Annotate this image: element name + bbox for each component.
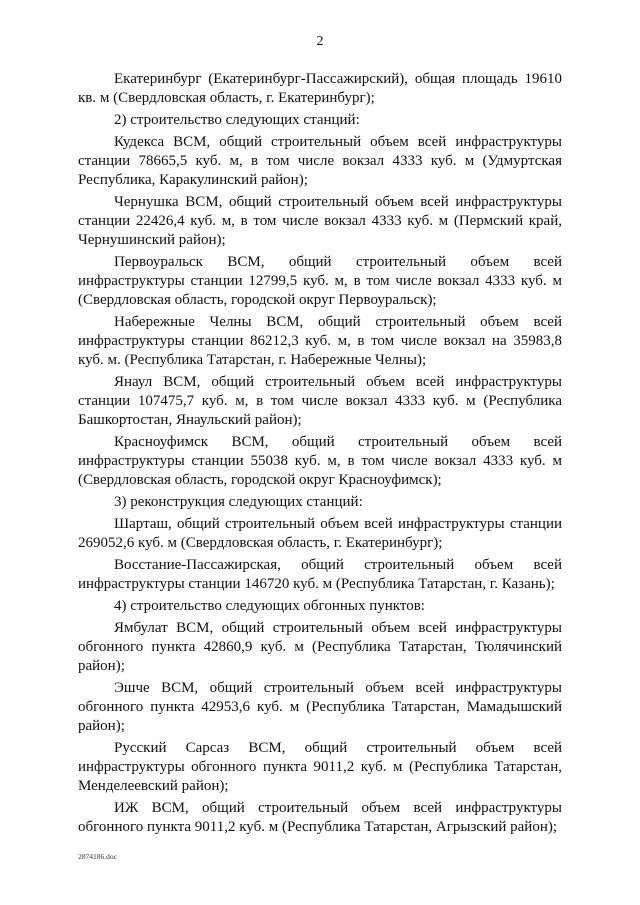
paragraph: Кудекса ВСМ, общий строительный объем всей инфраструктуры станции 78665,5 куб. м, в том числе вокзал 4333 куб. м (Удмуртская Республика, Каракулинский район); [78,134,562,188]
paragraph: Чернушка ВСМ, общий строительный объем всей инфраструктуры станции 22426,4 куб. м, в том числе вокзал 4333 куб. м (Пермский край, Чернушинский район); [78,194,562,248]
paragraph: Русский Сарсаз ВСМ, общий строительный объем всей инфраструктуры обгонного пункта 9011,2 куб. м (Республика Татарстан, Менделеевский район); [78,740,562,794]
paragraph: Янаул ВСМ, общий строительный объем всей инфраструктуры станции 107475,7 куб. м, в том числе вокзал 4333 куб. м (Республика Башкортостан, Янаульский район); [78,374,562,428]
footer-file-code: 2874186.doc [78,852,117,861]
section-heading: 2) строительство следующих станций: [114,112,360,128]
paragraph: Екатеринбург (Екатеринбург-Пассажирский), общая площадь 19610 кв. м (Свердловская область, г. Екатеринбург); [78,71,562,106]
paragraph: Ямбулат ВСМ, общий строительный объем всей инфраструктуры обгонного пункта 42860,9 куб. м (Республика Татарстан, Тюлячинский район); [78,620,562,674]
paragraph: Шарташ, общий строительный объем всей инфраструктуры станции 269052,6 куб. м (Свердловская область, г. Екатеринбург); [78,516,562,551]
paragraph: ИЖ ВСМ, общий строительный объем всей инфраструктуры обгонного пункта 9011,2 куб. м (Республика Татарстан, Агрызский район); [78,800,562,835]
paragraph: Восстание-Пассажирская, общий строительный объем всей инфраструктуры станции 146720 куб. м (Республика Татарстан, г. Казань); [78,557,562,592]
page-number: 2 [316,34,324,49]
section-heading: 3) реконструкция следующих станций: [114,494,363,510]
paragraph: Красноуфимск ВСМ, общий строительный объем всей инфраструктуры станции 55038 куб. м, в том числе вокзал 4333 куб. м (Свердловская область, городской округ Красноуфимск); [78,434,562,488]
paragraph: Эшче ВСМ, общий строительный объем всей инфраструктуры обгонного пункта 42953,6 куб. м (Республика Татарстан, Мамадышский район); [78,680,562,734]
paragraph: Первоуральск ВСМ, общий строительный объем всей инфраструктуры станции 12799,5 куб. м, в том числе вокзал 4333 куб. м (Свердловская область, городской округ Первоуральск); [78,254,562,308]
paragraph: Набережные Челны ВСМ, общий строительный объем всей инфраструктуры станции 86212,3 куб. м, в том числе вокзал на 35983,8 куб. м. (Республика Татарстан, г. Набережные Челны); [78,314,562,368]
document-body [78,70,562,840]
section-heading: 4) строительство следующих обгонных пунктов: [114,598,425,614]
